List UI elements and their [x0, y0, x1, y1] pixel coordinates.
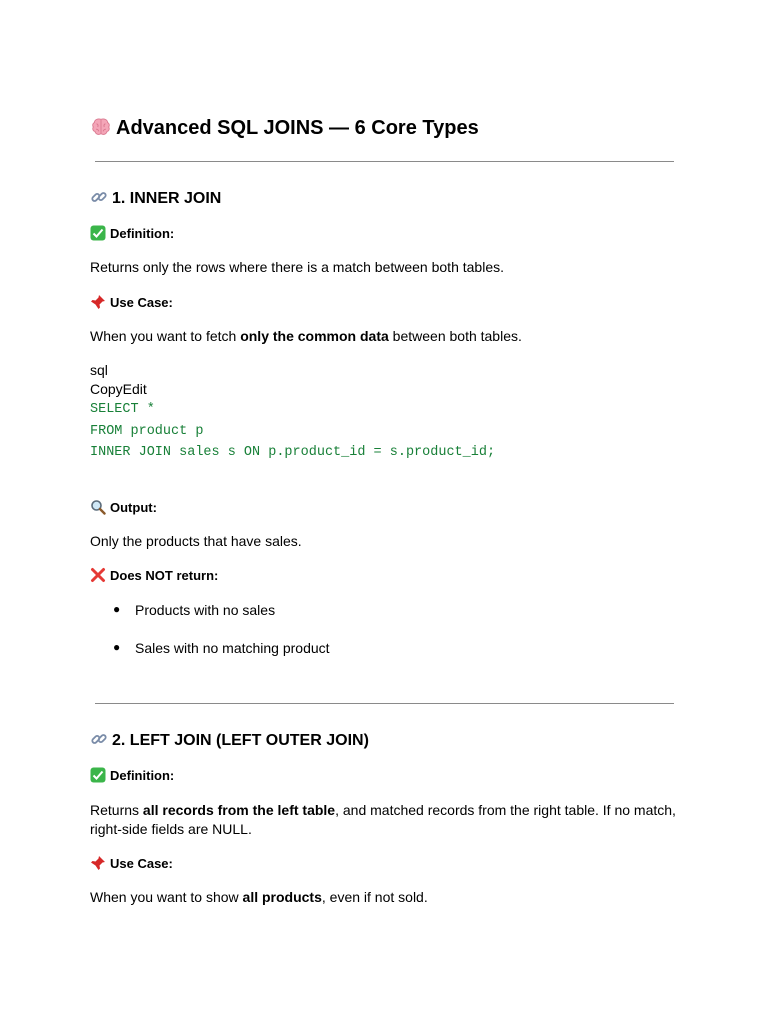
- code-line: INNER JOIN sales s ON p.product_id = s.product_id;: [90, 445, 496, 460]
- output-label: Output:: [90, 499, 157, 515]
- divider: [95, 703, 674, 704]
- cross-mark-icon: [90, 567, 106, 583]
- pushpin-icon: [90, 855, 106, 871]
- not-return-label: Does NOT return:: [90, 567, 218, 583]
- check-mark-icon: [90, 767, 106, 783]
- definition-label: Definition:: [90, 225, 174, 241]
- section-heading: 2. LEFT JOIN (LEFT OUTER JOIN): [90, 730, 369, 750]
- link-icon: [90, 730, 108, 748]
- use-case-text: When you want to show all products, even if not sold.: [90, 889, 428, 905]
- definition-text: Returns only the rows where there is a match between both tables.: [90, 259, 504, 275]
- list-item: ● Sales with no matching product: [113, 640, 330, 656]
- page-title: Advanced SQL JOINS — 6 Core Types: [90, 116, 479, 140]
- code-line: SELECT *: [90, 402, 155, 417]
- output-text: Only the products that have sales.: [90, 533, 302, 549]
- definition-text: Returns all records from the left table, and matched records from the right table. If no match,: [90, 802, 676, 818]
- code-line: FROM product p: [90, 424, 204, 439]
- use-case-label: Use Case:: [90, 294, 173, 310]
- use-case-label: Use Case:: [90, 855, 173, 871]
- brain-icon: [90, 116, 112, 138]
- definition-text-line2: right-side fields are NULL.: [90, 821, 252, 837]
- magnifier-icon: [90, 499, 106, 515]
- section-heading: 1. INNER JOIN: [90, 188, 221, 208]
- check-mark-icon: [90, 225, 106, 241]
- link-icon: [90, 188, 108, 206]
- definition-label: Definition:: [90, 767, 174, 783]
- list-item: ● Products with no sales: [113, 602, 276, 618]
- use-case-text: When you want to fetch only the common data between both tables.: [90, 328, 522, 344]
- copy-edit-button[interactable]: CopyEdit: [90, 381, 147, 397]
- pushpin-icon: [90, 294, 106, 310]
- code-language: sql: [90, 362, 108, 378]
- divider: [95, 161, 674, 162]
